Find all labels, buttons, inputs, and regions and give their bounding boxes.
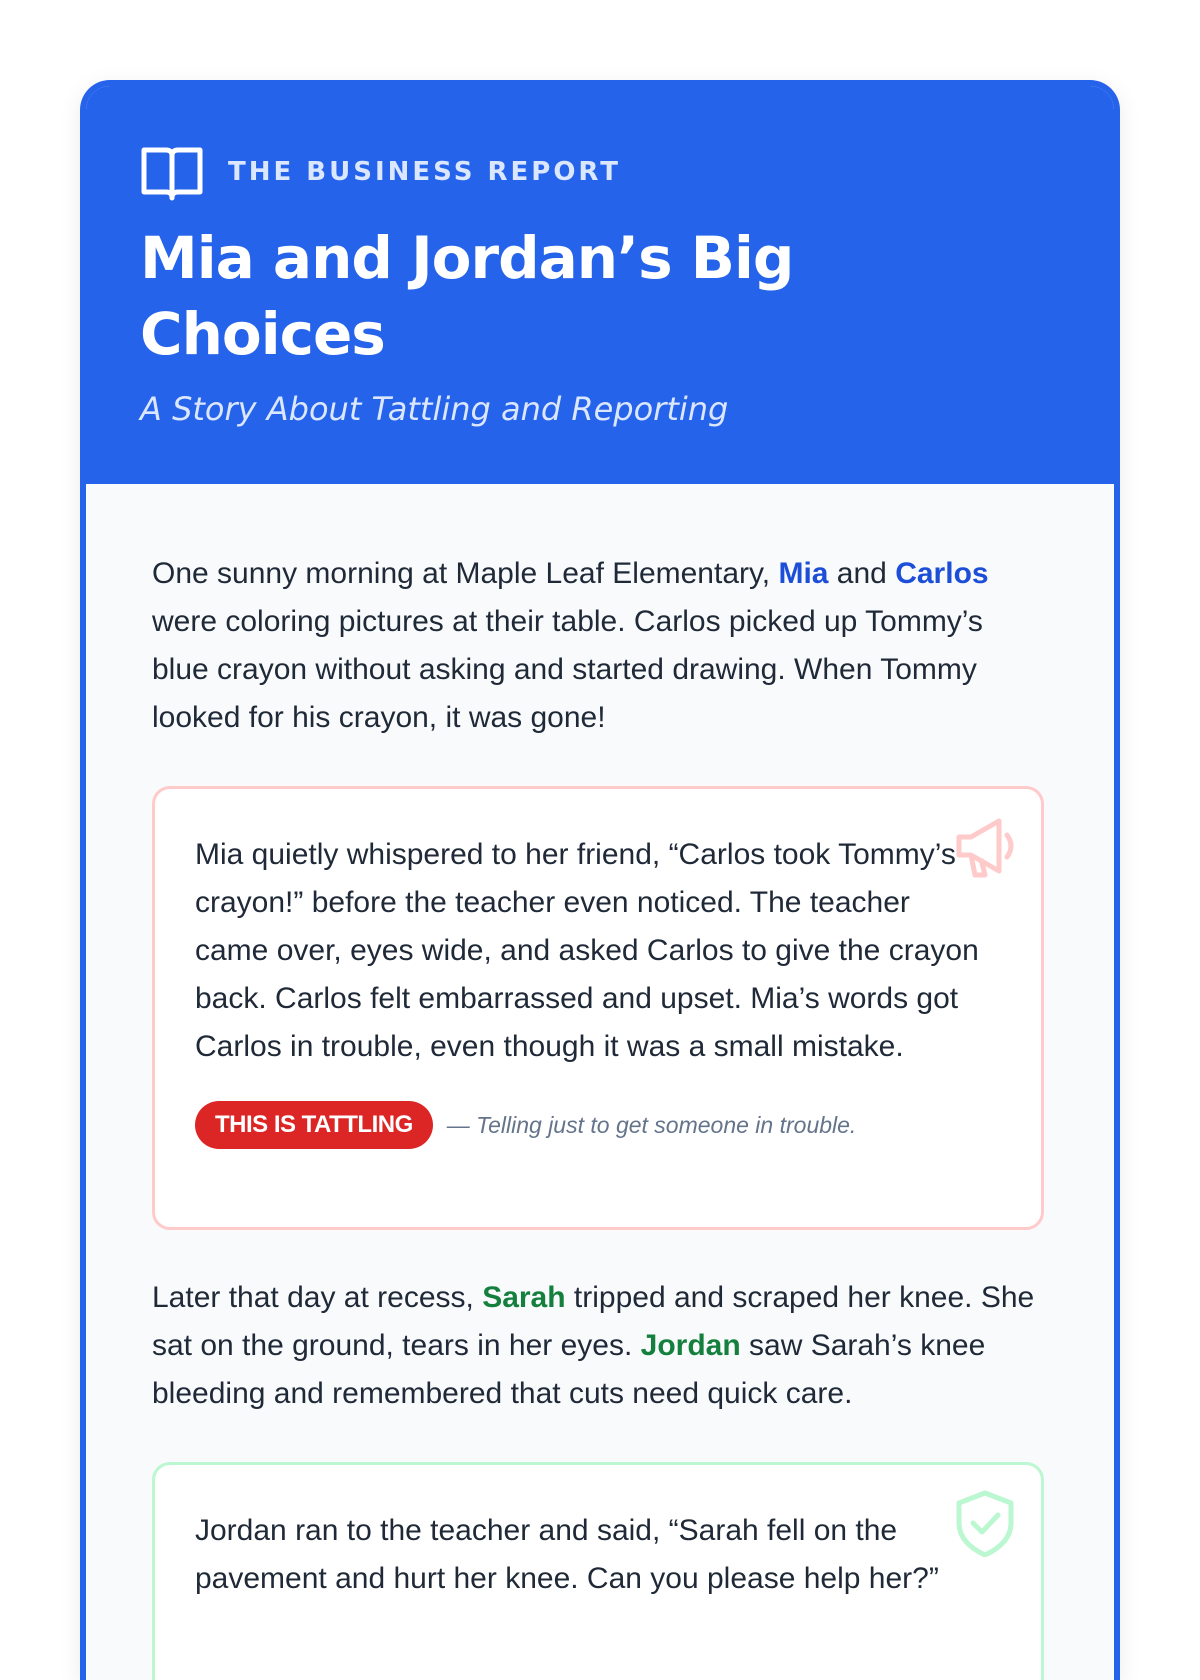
story-title: Mia and Jordan’s Big Choices xyxy=(140,224,794,368)
paragraph-text: saw Sarah’s knee bleeding and remembered that cuts need quick care. xyxy=(152,1329,986,1410)
kicker-row xyxy=(140,142,1054,202)
paragraph-text: were coloring pictures at their table. Carlos picked up Tommy’s blue crayon without asking and started drawing. When Tommy looked for his crayon, it was gone! xyxy=(152,605,983,734)
paragraph-text: and xyxy=(828,557,896,590)
tattling-label-row xyxy=(195,1101,981,1149)
tattling-definition: — Telling just to get someone in trouble. xyxy=(446,1111,857,1138)
tattling-text: Mia quietly whispered to her friend, “Carlos took Tommy’s crayon!” before the teacher even noticed. The teacher came over, eyes wide, and asked Carlos to give the crayon back. Carlos felt embarrassed and upset. Mia’s words got Carlos in trouble, even though it was a small mistake. xyxy=(195,838,979,1063)
shield-check-icon xyxy=(951,1489,1027,1557)
paragraph-text: tripped and scraped her knee. She sat on the ground, tears in her eyes. xyxy=(152,1281,1035,1362)
character-name-carlos: Carlos xyxy=(895,557,989,590)
book-icon xyxy=(140,142,204,202)
story-header xyxy=(86,86,1114,484)
character-name-mia: Mia xyxy=(778,557,829,590)
reporting-text: Jordan ran to the teacher and said, “Sarah fell on the pavement and hurt her knee. Can you please help her?” xyxy=(195,1514,939,1595)
character-name-jordan: Jordan xyxy=(640,1329,741,1362)
story-card xyxy=(80,80,1120,1680)
megaphone-icon xyxy=(951,813,1027,881)
paragraph-text: One sunny morning at Maple Leaf Elementary, xyxy=(152,557,779,590)
character-name-sarah: Sarah xyxy=(482,1281,566,1314)
tattling-example-box xyxy=(152,786,1044,1230)
story-paragraph-2 xyxy=(152,1274,1044,1418)
tattling-badge: THIS IS TATTLING xyxy=(195,1101,433,1149)
story-body xyxy=(86,484,1114,1680)
paragraph-text: Later that day at recess, xyxy=(152,1281,483,1314)
reporting-example-box xyxy=(152,1462,1044,1680)
report-kicker: THE BUSINESS REPORT xyxy=(228,157,622,187)
story-subtitle: A Story About Tattling and Reporting xyxy=(140,390,729,428)
story-paragraph-1 xyxy=(152,550,1044,742)
